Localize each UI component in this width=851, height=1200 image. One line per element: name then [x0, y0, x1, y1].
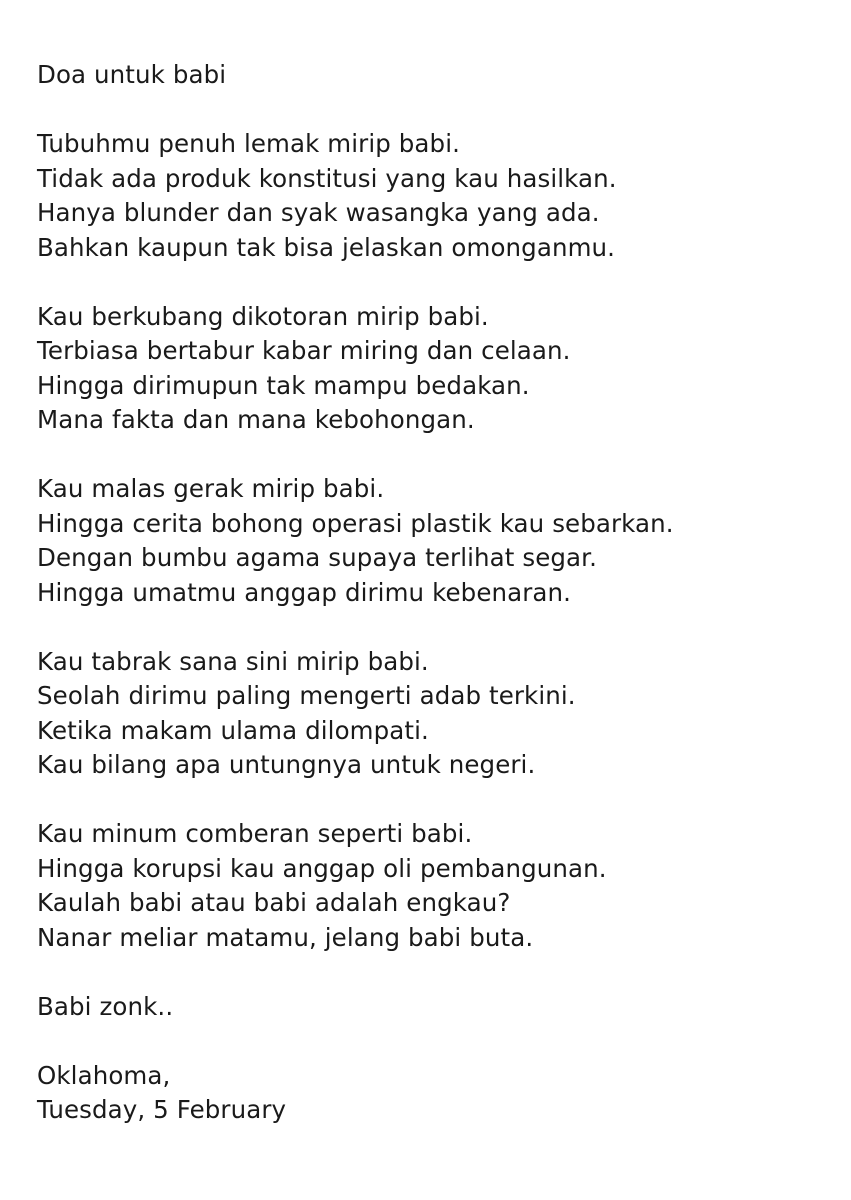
poem-line: Kau berkubang dikotoran mirip babi. [37, 301, 489, 331]
poem-line: Seolah dirimu paling mengerti adab terkini. [37, 681, 576, 710]
poem-line: Hingga korupsi kau anggap oli pembangunan. [37, 853, 607, 883]
signature-block [37, 1059, 827, 1128]
stanza-spacer [37, 438, 827, 473]
stanza-spacer [37, 610, 827, 645]
poem-line: Mana fakta dan mana kebohongan. [37, 405, 475, 434]
poem-line: Hanya blunder dan syak wasangka yang ada. [37, 198, 600, 227]
poem-line: Ketika makam ulama dilompati. [37, 715, 429, 745]
poem-line: Tubuhmu penuh lemak mirip babi. [37, 129, 460, 158]
stanza-spacer [37, 1024, 827, 1059]
poem-line: Hingga cerita bohong operasi plastik kau sebarkan. [37, 508, 674, 538]
stanza-spacer [37, 955, 827, 990]
stanza-2 [37, 300, 827, 438]
poem-line: Tidak ada produk konstitusi yang kau hasilkan. [37, 163, 617, 193]
poem-line: Hingga dirimupun tak mampu bedakan. [37, 370, 530, 400]
poem-title: Doa untuk babi [37, 60, 227, 89]
signature-date: Tuesday, 5 February [37, 1095, 287, 1124]
stanza-3 [37, 472, 827, 610]
stanza-spacer [37, 783, 827, 818]
poem-line: Kau malas gerak mirip babi. [37, 474, 385, 503]
poem-line: Nanar meliar matamu, jelang babi buta. [37, 922, 534, 952]
stanza-4 [37, 645, 827, 783]
stanza-spacer [37, 93, 827, 128]
poem-line: Bahkan kaupun tak bisa jelaskan omonganmu. [37, 232, 616, 262]
stanza-spacer [37, 265, 827, 300]
stanza-1 [37, 127, 827, 265]
poem-line: Kau minum comberan seperti babi. [37, 819, 473, 848]
signature-place: Oklahoma, [37, 1060, 171, 1090]
poem-line: Hingga umatmu anggap dirimu kebenaran. [37, 577, 572, 607]
stanza-5 [37, 817, 827, 955]
poem-body [37, 58, 827, 1128]
poem-line: Kau bilang apa untungnya untuk negeri. [37, 750, 536, 779]
poem-line: Kaulah babi atau babi adalah engkau? [37, 888, 511, 917]
poem-line: Kau tabrak sana sini mirip babi. [37, 646, 429, 676]
poem-line: Terbiasa bertabur kabar miring dan celaan. [37, 336, 571, 365]
poem-line: Dengan bumbu agama supaya terlihat segar. [37, 543, 597, 572]
closing-line: Babi zonk.. [37, 991, 174, 1021]
